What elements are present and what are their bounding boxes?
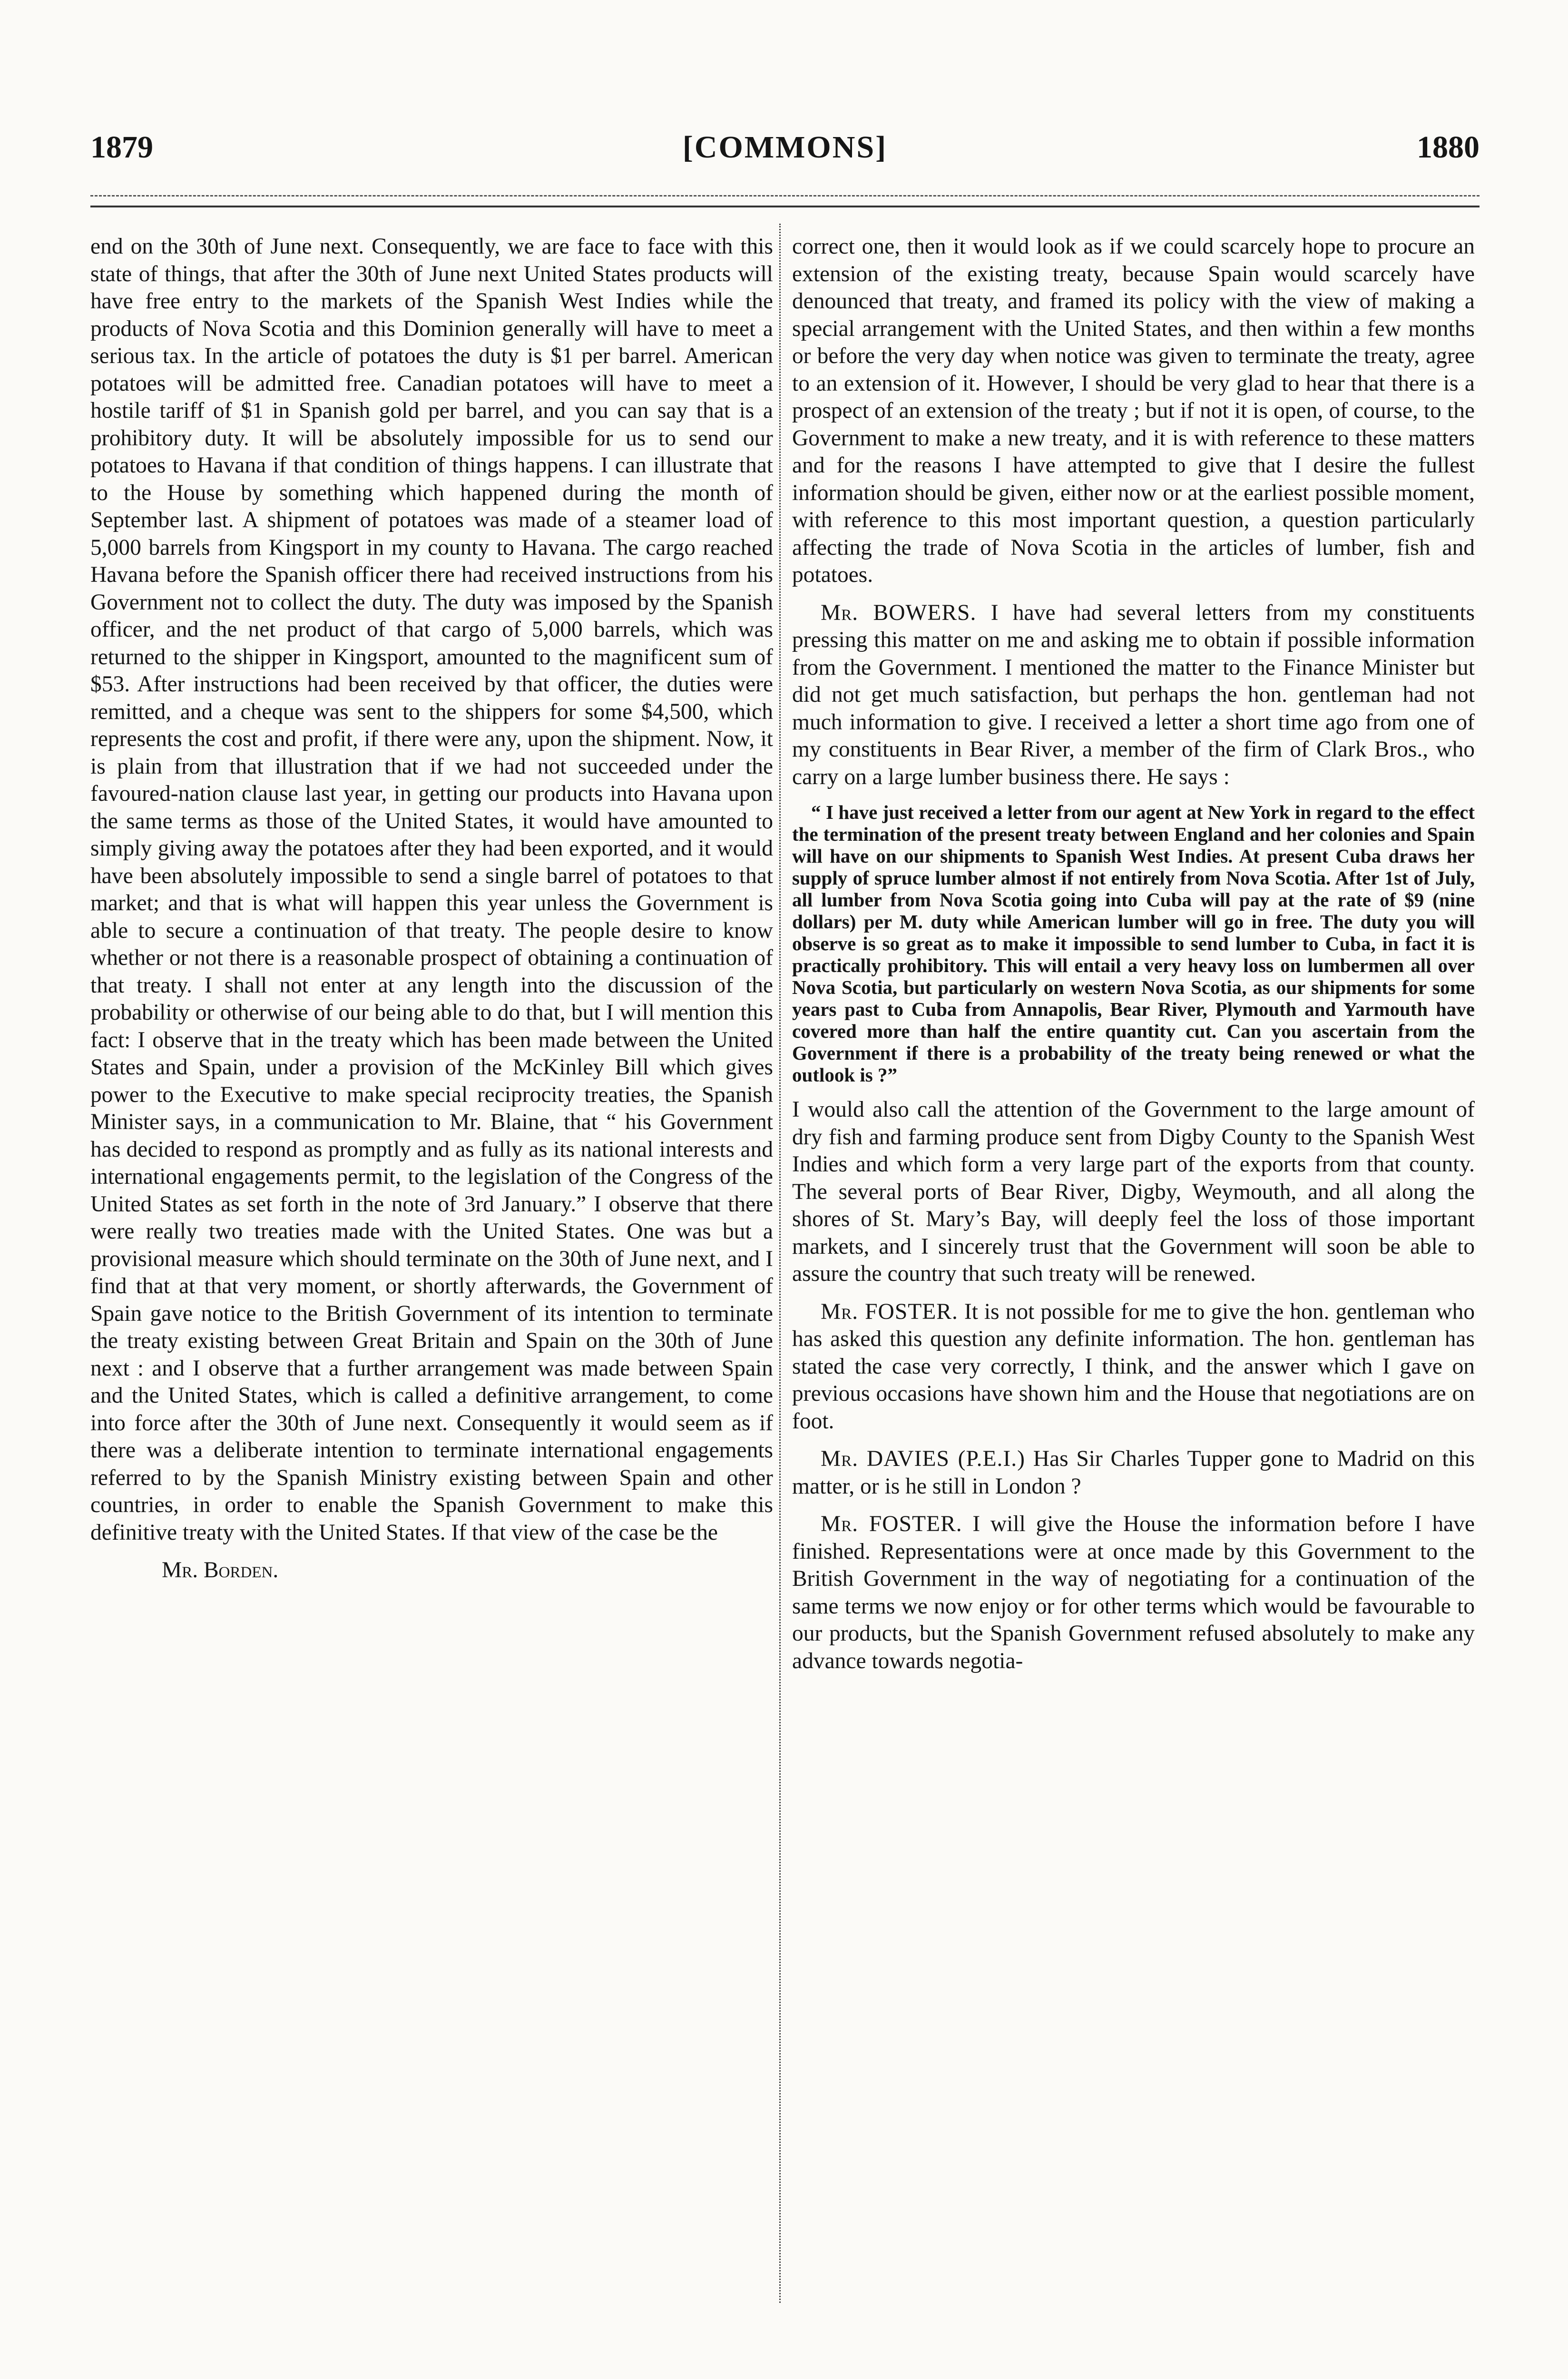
speech-text: I have had several letters from my constituents pressing this matter on me and asking me to obtain if possible information from the Government. I mentioned the matter to the Finance Minister but did not get much satisfaction, but perhaps the hon. gentleman had not much information to give. I received a letter a short time ago from one of my constituents in Bear River, a member of the firm of Clark Bros., who carry on a large lumber business there. He says : [792,600,1475,789]
quoted-letter: “ I have just received a letter from our agent at New York in regard to the effect the termination of the present treaty between England and her colonies and Spain will have on our shipments to Spanish West Indies. At present Cuba draws her supply of spruce lumber almost if not entirely from Nova Scotia. After 1st of July, all lumber from Nova Scotia going into Cuba will pay at the rate of $9 (nine dollars) per M. duty while American lumber will go in free. The duty you will observe is so great as to make it impossible to send lumber to Cuba, in fact it is practically prohibitory. This will entail a very heavy loss on lumbermen all over Nova Scotia, but particularly on western Nova Scotia, as our shipments for some years past to Cuba from Annapolis, Bear River, Plymouth and Yarmouth have covered more than half the entire quantity cut. Can you ascertain from the Government if there is a probability of the treaty being renewed or what the outlook is ?” [792,801,1475,1086]
page-header [90,119,1480,176]
speech-bowers [792,600,1475,791]
left-paragraph-1: end on the 30th of June next. Consequently, we are face to face with this state of things, that after the 30th of June next United States products will have free entry to the markets of the Spanish West Indies while the products of Nova Scotia and this Dominion generally will have to meet a serious tax. In the article of potatoes the duty is $1 per barrel. American potatoes will be admitted free. Canadian potatoes will have to meet a hostile tariff of $1 in Spanish gold per barrel, and you can say that is a prohibitory duty. It will be absolutely impossible for us to send our potatoes to Havana if that condition of things happens. I can illustrate that to the House by something which happened during the month of September last. A shipment of potatoes was made of a steamer load of 5,000 barrels from Kingsport in my county to Havana. The cargo reached Havana before the Spanish officer there had received instructions from his Government not to collect the duty. The duty was imposed by the Spanish officer, and the net product of that cargo of 5,000 barrels, which was returned to the shipper in Kingsport, amounted to the magnificent sum of $53. After instructions had been received by that officer, the duties were remitted, and a cheque was sent to the shippers for some $4,500, which represents the cost and profit, if there were any, upon the shipment. Now, it is plain from that illustration that if we had not succeeded under the favoured-nation clause last year, in getting our products into Havana upon the same terms as those of the United States, it would have amounted to simply giving away the potatoes after they had been exported, and it would have been absolutely impossible to send a single barrel of potatoes to that market; and that is what will happen this year unless the Government is able to secure a continuation of that treaty. The people desire to know whether or not there is a reasonable prospect of obtaining a continuation of that treaty. I shall not enter at any length into the discussion of the probability or otherwise of our being able to do that, but I will mention this fact: I observe that in the treaty which has been made between the United States and Spain, under a provision of the McKinley Bill which gives power to the Executive to make special reciprocity treaties, the Spanish Minister says, in a communication to Mr. Blaine, that “ his Government has decided to respond as promptly and as fully as its national interests and international engagements permit, to the legislation of the Congress of the United States as set forth in the note of 3rd January.” I observe that there were really two treaties made with the United States. One was but a provisional measure which should terminate on the 30th of June next, and I find that at that very moment, or shortly afterwards, the Government of Spain gave notice to the British Government of its intention to terminate the treaty existing between Great Britain and Spain on the 30th of June next : and I observe that a further arrangement was made between Spain and the United States, which is called a definitive arrangement, to come into force after the 30th of June next. Consequently it would seem as if there was a deliberate intention to terminate international engagements referred to by the Spanish Ministry existing between Spain and other countries, in order to enable the Spanish Government to make this definitive treaty with the United States. If that view of the case be the [90,234,773,1545]
column-divider [779,224,781,2303]
speech-text: It is not possible for me to give the hon. gentleman who has asked this question any definite information. The hon. gentleman has stated the case very correctly, I think, and the answer which I gave on previous occasions have shown him and the House that negotiations are on foot. [792,1299,1475,1434]
right-paragraph-3: I would also call the attention of the Government to the large amount of dry fish and farming produce sent from Digby County to the Spanish West Indies and which form a very large part of the exports from that county. The several ports of Bear River, Digby, Weymouth, and all along the shores of St. Mary’s Bay, will deeply feel the loss of those important markets, and I sincerely trust that the Government will soon be able to assure the country that such treaty will be renewed. [792,1097,1475,1286]
page-number-left: 1879 [90,130,153,165]
header-rule-solid [90,206,1480,207]
page-number-right: 1880 [1417,130,1480,165]
right-column [792,233,1475,2303]
speech-davies [792,1445,1475,1500]
speech-text: I will give the House the information before I have finished. Representations were at once made by this Government to the British Government in the way of negotiating for a continuation of the same terms we now enjoy or for other terms which would be favourable to our products, but the Spanish Government refused absolutely to make any advance towards negotia- [792,1512,1475,1673]
left-column [90,233,773,2303]
speaker-name: Mr. BOWERS. [821,600,977,625]
speech-foster-2 [792,1511,1475,1675]
page-title: [COMMONS] [682,130,888,165]
speaker-name: Mr. FOSTER. [821,1512,962,1536]
speech-text: Has Sir Charles Tupper gone to Madrid on this matter, or is he still in London ? [792,1446,1475,1499]
page-footer-speaker: Mr. Borden. [162,1558,279,1583]
right-paragraph-1: correct one, then it would look as if we could scarcely hope to procure an extension of the existing treaty, because Spain would scarcely have denounced that treaty, and framed its policy with the view of making a special arrangement with the United States, and then within a few months or before the very day when notice was given to terminate the treaty, agree to an extension of it. However, I should be very glad to hear that there is a prospect of an extension of the treaty ; but if not it is open, of course, to the Government to make a new treaty, and it is with reference to these matters and for the reasons I have attempted to give that I desire the fullest information should be given, either now or at the earliest possible moment, with reference to this most important question, a question particularly affecting the trade of Nova Scotia in the articles of lumber, fish and potatoes. [792,234,1475,587]
speaker-name: Mr. FOSTER. [821,1299,958,1324]
speech-foster-1 [792,1298,1475,1435]
header-rule-dashed [90,195,1480,197]
speaker-name: Mr. DAVIES (P.E.I.) [821,1446,1025,1471]
